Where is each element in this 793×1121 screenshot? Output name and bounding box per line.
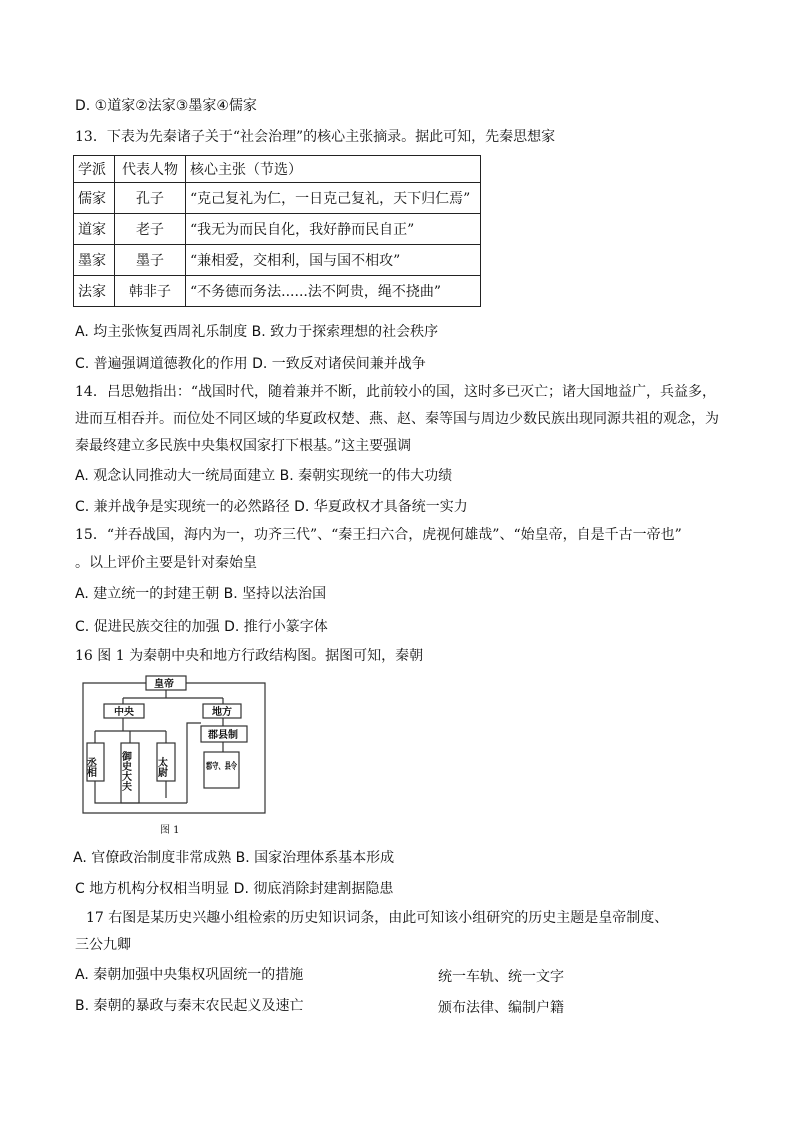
minister-return-line — [95, 781, 187, 803]
q17-option-a: A. 秦朝加强中央集权巩固统一的措施 — [75, 967, 304, 983]
table-cell: 墨子 — [115, 245, 186, 276]
table-row — [74, 276, 481, 307]
q14-line-2: 进而互相吞并。而位处不同区域的华夏政权楚、燕、赵、秦等国与周边少数民族出现同源共祖的观念，为 — [75, 411, 719, 427]
q14-options-cd: C. 兼并战争是实现统一的必然路径 D. 华夏政权才具备统一实力 — [75, 499, 468, 515]
table-cell: 老子 — [115, 214, 186, 245]
table-header-cell: 学派 — [74, 156, 115, 183]
q17-option-b: B. 秦朝的暴政与秦末农民起义及速亡 — [75, 998, 304, 1014]
q16-structure-diagram — [75, 673, 270, 836]
q17-term-b: 颁布法律、编制户籍 — [438, 1000, 564, 1016]
q14-options-ab: A. 观念认同推动大一统局面建立 B. 秦朝实现统一的伟大功绩 — [75, 468, 453, 484]
q15-line-2: 。以上评价主要是针对秦始皇 — [75, 555, 257, 571]
table-row — [74, 183, 481, 214]
q13-stem: 13．下表为先秦诸子关于“社会治理”的核心主张摘录。据此可知，先秦思想家 — [75, 129, 556, 145]
q16-stem: 16 图 1 为秦朝中央和地方行政结构图。据图可知，秦朝 — [75, 648, 424, 664]
table-header-cell: 代表人物 — [115, 156, 186, 183]
emperor-label: 皇帝 — [154, 679, 174, 690]
table-cell: “不务德而务法......法不阿贵，绳不挠曲” — [186, 276, 481, 307]
central-label: 中央 — [114, 707, 134, 718]
system-label: 郡县制 — [208, 730, 238, 741]
table-cell: “克己复礼为仁，一日克己复礼，天下归仁焉” — [186, 183, 481, 214]
central-branch-line — [95, 718, 166, 743]
q17-term-a: 统一车轨、统一文字 — [438, 969, 564, 985]
figure-caption: 图 1 — [160, 825, 180, 836]
chancellor-label: 丞相 — [84, 757, 96, 777]
q14-line-1: 14．吕思勉指出：“战国时代，随着兼并不断，此前较小的国，这时多已灭亡；诸大国地益广，兵益多， — [75, 384, 716, 400]
table-cell: 孔子 — [115, 183, 186, 214]
table-row — [74, 245, 481, 276]
link-line — [187, 723, 201, 803]
q14-line-3: 秦最终建立多民族中央集权国家打下根基。”这主要强调 — [75, 438, 412, 454]
table-cell: 儒家 — [74, 183, 115, 214]
table-header-row — [74, 156, 481, 183]
q15-options-ab: A. 建立统一的封建王朝 B. 坚持以法治国 — [75, 586, 327, 602]
q17-line-1: 17 右图是某历史兴趣小组检索的历史知识词条，由此可知该小组研究的历史主题是皇帝制度、 — [86, 910, 669, 926]
q17-line-2: 三公九卿 — [75, 937, 131, 953]
q16-options-cd: C 地方机构分权相当明显 D. 彻底消除封建割据隐患 — [75, 881, 394, 897]
table-header-cell: 核心主张（节选） — [186, 156, 481, 183]
table-cell: 韩非子 — [115, 276, 186, 307]
governor-label: 郡守、县令 — [206, 762, 252, 772]
emperor-branch-line — [123, 690, 223, 704]
table-row — [74, 214, 481, 245]
q13-table — [73, 155, 481, 307]
outer-loop-line — [83, 683, 265, 813]
table-cell: 墨家 — [74, 245, 115, 276]
q15-line-1: 15．“并吞战国，海内为一，功齐三代”、“秦王扫六合，虎视何雄哉”、“始皇帝，自是千古一帝也” — [75, 527, 682, 543]
q13-options-ab: A. 均主张恢复西周礼乐制度 B. 致力于探索理想的社会秩序 — [75, 324, 439, 340]
local-label: 地方 — [212, 707, 232, 718]
table-cell: 道家 — [74, 214, 115, 245]
q12-option-d: D. ①道家②法家③墨家④儒家 — [75, 98, 257, 114]
censor-label: 御史大夫 — [119, 751, 131, 791]
commandant-label: 太尉 — [155, 757, 167, 777]
table-cell: “兼相爱，交相利，国与国不相攻” — [186, 245, 481, 276]
table-cell: “我无为而民自化，我好静而民自正” — [186, 214, 481, 245]
q15-options-cd: C. 促进民族交往的加强 D. 推行小篆字体 — [75, 619, 328, 635]
q16-options-ab: A. 官僚政治制度非常成熟 B. 国家治理体系基本形成 — [73, 850, 395, 866]
table-cell: 法家 — [74, 276, 115, 307]
q13-options-cd: C. 普遍强调道德教化的作用 D. 一致反对诸侯间兼并战争 — [75, 356, 426, 372]
